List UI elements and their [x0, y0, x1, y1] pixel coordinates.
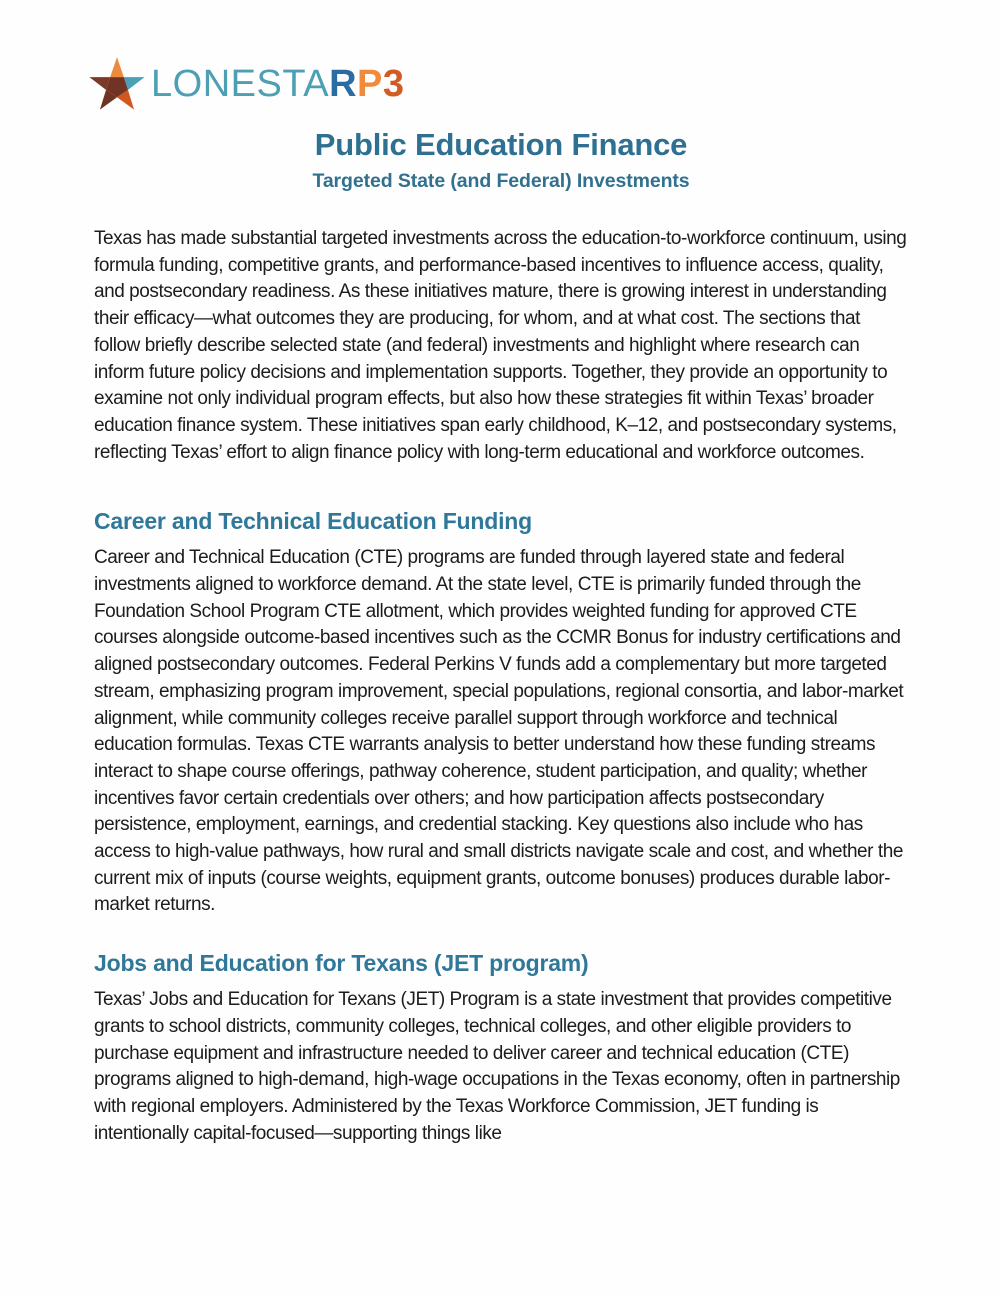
- lonestar-p3-logo: [88, 54, 908, 112]
- section-body-jet-program: Texas’ Jobs and Education for Texans (JET) Program is a state investment that provides competitive grants to school districts, community colleges, technical colleges, and other eligible providers to purchase equipment and infrastructure needed to deliver career and technical education (CTE) programs aligned to high-demand, high-wage occupations in the Texas economy, often in partnership with regional employers. Administered by the Texas Workforce Commission, JET funding is intentionally capital-focused—supporting things like: [94, 989, 900, 1144]
- page-subtitle: Targeted State (and Federal) Investments: [312, 170, 690, 192]
- logo-text-lonesta: LONESTA: [151, 63, 330, 105]
- section-heading-cte-funding: Career and Technical Education Funding: [94, 508, 532, 535]
- logo-wordmark: [151, 65, 405, 103]
- section-body-cte-funding: Career and Technical Education (CTE) programs are funded through layered state and federal investments aligned to workforce demand. At the state level, CTE is primarily funded through the Foundation School Program CTE allotment, which provides weighted funding for approved CTE courses alongside outcome-based incentives such as the CCMR Bonus for industry certifications and aligned postsecondary outcomes. Federal Perkins V funds add a complementary but more targeted stream, emphasizing program improvement, special populations, regional consortia, and labor-market alignment, while community colleges receive parallel support through workforce and technical education formulas. Texas CTE warrants analysis to better understand how these funding streams interact to shape course offerings, pathway coherence, student participation, and quality; whether incentives favor certain credentials over others; and how participation affects postsecondary persistence, employment, earnings, and credential stacking. Key questions also include who has access to high-value pathways, how rural and small districts navigate scale and cost, and whether the current mix of inputs (course weights, equipment grants, outcome bonuses) produces durable labor-market returns.: [94, 547, 904, 916]
- logo-text-3: 3: [382, 63, 405, 105]
- page-title: Public Education Finance: [314, 127, 688, 162]
- logo-text-r: R: [329, 63, 358, 105]
- lonestar-star-icon: [88, 56, 146, 111]
- logo-text-p: P: [357, 63, 383, 105]
- intro-paragraph: Texas has made substantial targeted investments across the education-to-workforce continuum, using formula funding, competitive grants, and performance-based incentives to influence access, quality, and postsecondary readiness. As these initiatives mature, there is growing interest in understanding their efficacy—what outcomes they are producing, for whom, and at what cost. The sections that follow briefly describe selected state (and federal) investments and highlight where research can inform future policy decisions and implementation supports. Together, they provide an opportunity to examine not only individual program effects, but also how these strategies fit within Texas’ broader education finance system. These initiatives span early childhood, K–12, and postsecondary systems, reflecting Texas’ effort to align finance policy with long-term educational and workforce outcomes.: [94, 228, 907, 463]
- section-heading-jet-program: Jobs and Education for Texans (JET program): [94, 950, 589, 977]
